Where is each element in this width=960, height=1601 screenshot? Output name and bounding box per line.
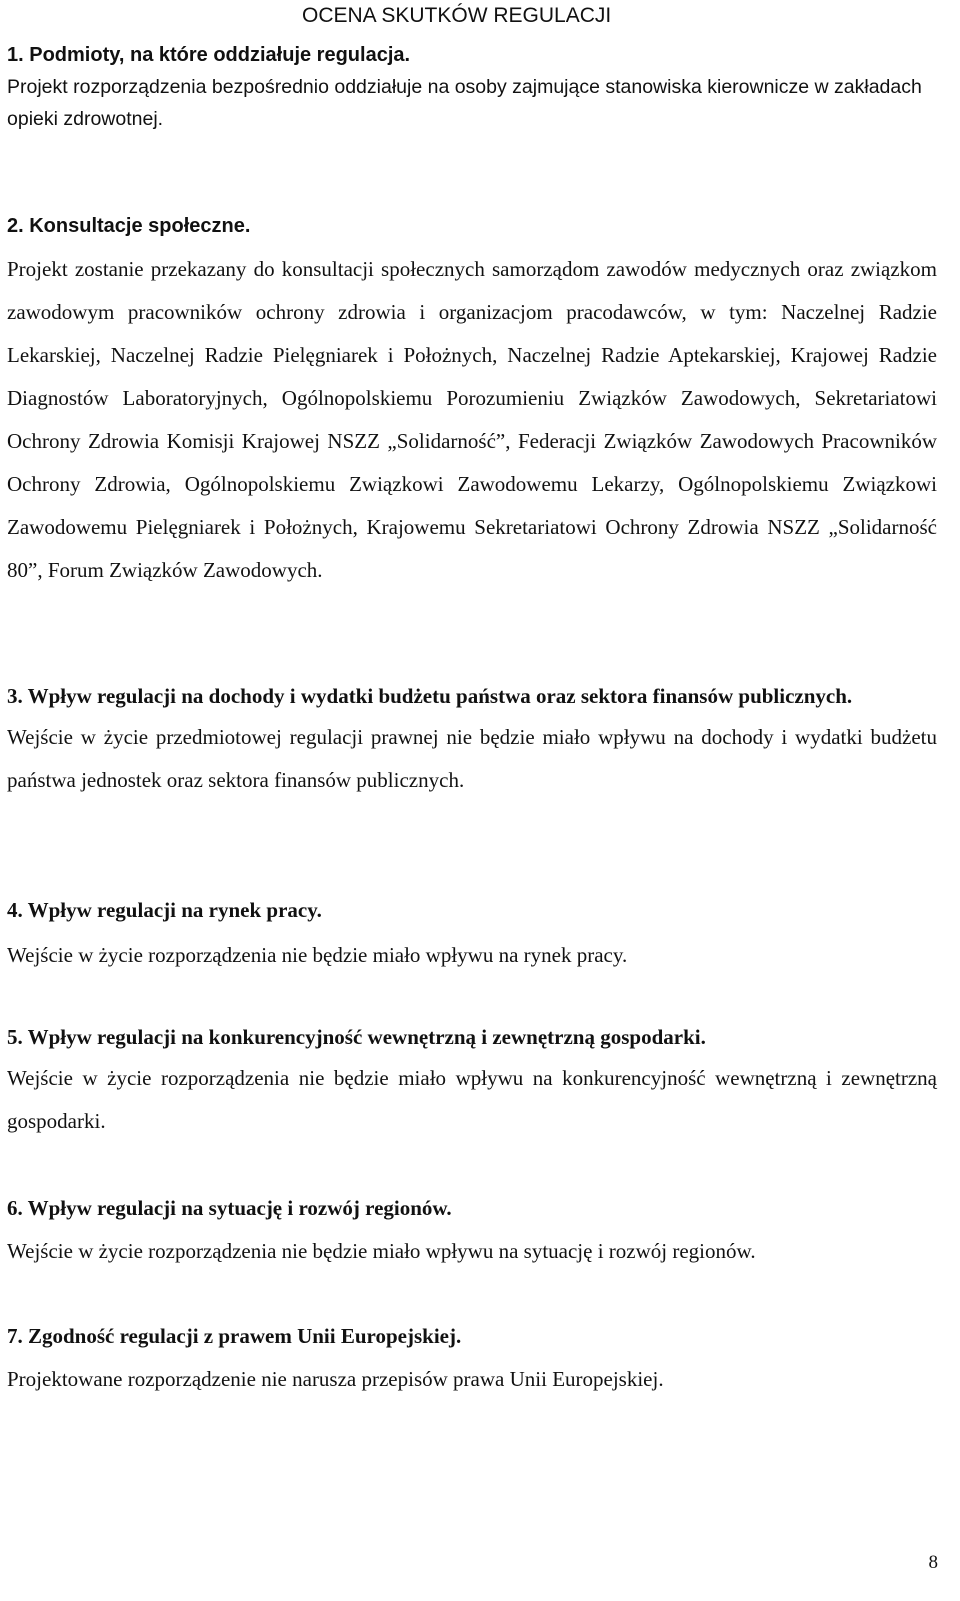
section-heading: 2. Konsultacje społeczne. xyxy=(7,215,251,237)
section-entities-affected xyxy=(7,39,937,135)
section-body: Projekt zostanie przekazany do konsultacji społecznych samorządom zawodów medycznych oraz związkom zawodowym pracowników ochrony zdrowia i organizacjom pracodawców, w tym: Naczelnej Radzie Lekarskiej, Naczelnej Radzie Pielęgniarek i Położnych, Naczelnej Radzie Aptekarskiej, Krajowej Radzie Diagnostów Laboratoryjnych, Ogólnopolskiemu Porozumieniu Związków Zawodowych, Sekretariatowi Ochrony Zdrowia Komisji Krajowej NSZZ „Solidarność”, Federacji Związków Zawodowych Pracowników Ochrony Zdrowia, Ogólnopolskiemu Związkowi Zawodowemu Lekarzy, Ogólnopolskiemu Związkowi Zawodowemu Pielęgniarek i Położnych, Krajowemu Sekretariatowi Ochrony Zdrowia NSZZ „Solidarność 80”, Forum Związków Zawodowych. xyxy=(7,257,937,582)
section-regional-impact xyxy=(7,1192,937,1273)
section-eu-law-compliance xyxy=(7,1320,937,1401)
page-number: 8 xyxy=(928,1552,938,1573)
section-heading: 4. Wpływ regulacji na rynek pracy. xyxy=(7,898,322,922)
section-body: Wejście w życie przedmiotowej regulacji prawnej nie będzie miało wpływu na dochody i wydatki budżetu państwa jednostek oraz sektora finansów publicznych. xyxy=(7,725,937,792)
section-body: Wejście w życie rozporządzenia nie będzie miało wpływu na rynek pracy. xyxy=(7,943,628,967)
section-labour-market-impact xyxy=(7,894,937,977)
section-heading: 6. Wpływ regulacji na sytuację i rozwój regionów. xyxy=(7,1196,452,1220)
section-heading: 1. Podmioty, na które oddziałuje regulacja. xyxy=(7,44,411,66)
section-public-consultations xyxy=(7,210,937,592)
section-body: Wejście w życie rozporządzenia nie będzie miało wpływu na konkurencyjność wewnętrzną i zewnętrzną gospodarki. xyxy=(7,1066,937,1133)
section-body: Projektowane rozporządzenie nie narusza przepisów prawa Unii Europejskiej. xyxy=(7,1367,664,1391)
section-heading: 7. Zgodność regulacji z prawem Unii Europejskiej. xyxy=(7,1324,462,1348)
section-competitiveness-impact xyxy=(7,1021,937,1143)
section-heading: 5. Wpływ regulacji na konkurencyjność wewnętrzną i zewnętrzną gospodarki. xyxy=(7,1025,706,1049)
document-title: OCENA SKUTKÓW REGULACJI xyxy=(302,4,612,27)
section-heading: 3. Wpływ regulacji na dochody i wydatki budżetu państwa oraz sektora finansów publicznych. xyxy=(7,684,853,708)
section-budget-impact xyxy=(7,676,937,802)
section-body: Wejście w życie rozporządzenia nie będzie miało wpływu na sytuację i rozwój regionów. xyxy=(7,1239,756,1263)
section-body: Projekt rozporządzenia bezpośrednio oddziałuje na osoby zajmujące stanowiska kierownicze w zakładach opieki zdrowotnej. xyxy=(7,76,922,130)
